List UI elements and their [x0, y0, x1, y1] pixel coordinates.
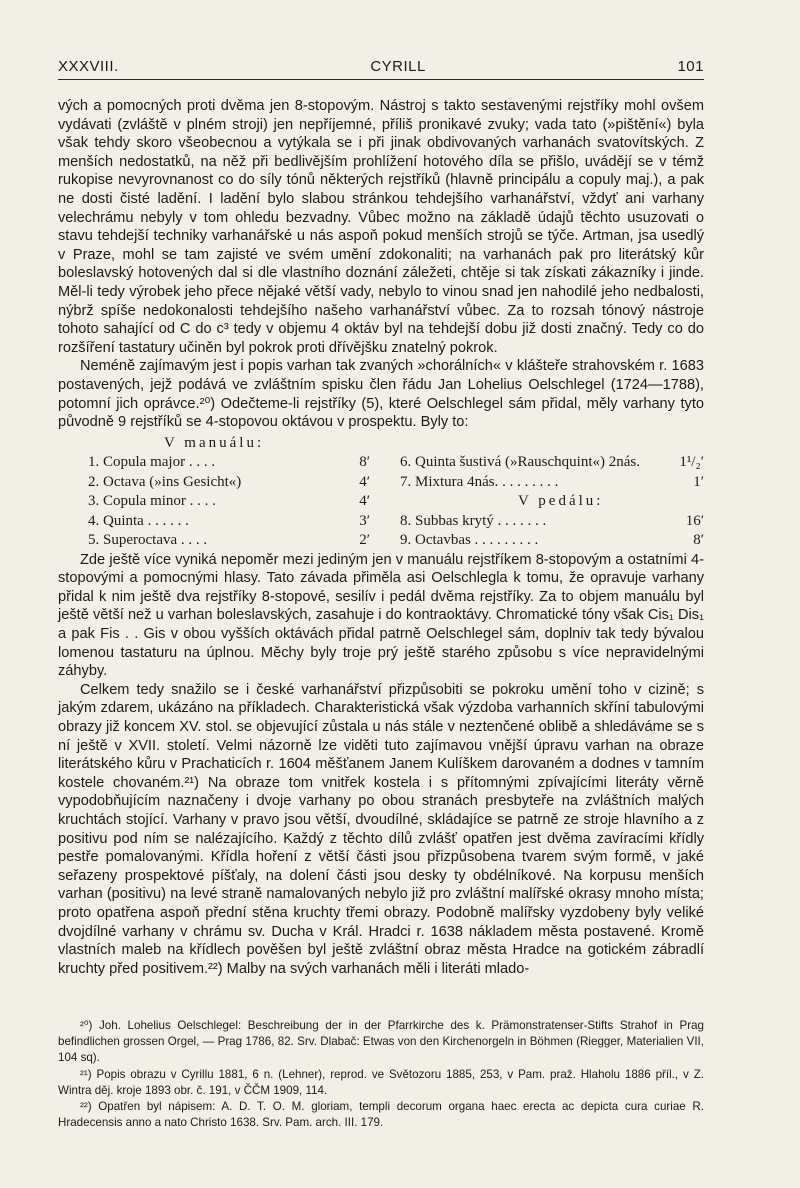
- paragraph-4: Celkem tedy snažilo se i české varhanářství přizpůsobiti se pokroku umění toho v cizině; s jakým zdarem, ukázáno na příkladech. Charakteristická však výzdoba varhanních skříní tabulovými obrazy již koncem XV. stol. se objevující zůstala u nás stále v neztenčené oblibě a shledáváme se s ní ještě v XVII. století. Velmi názorně lze viděti tuto zajímavou vnější úpravu varhan na obraze literátského kůru v Prachaticích r. 1604 měšťanem Janem Kulíškem darovaném a dodnes v tamním kostele chovaném.²¹) Na obraze tom vnitřek kostela i s přítomnými zpívajícími literáty věrně vypodobňujícím naznačeny i dvoje varhany po obou stranách presbyteře na zvláštních malých kruchtách stojící. Varhany v pravo jsou větší, dvoudílné, skládajíce se patrně ze stroje hlavního a z positivu pod ním se nalézajícího. Každý z těchto dílů zvlášť opatřen jest dvěma zavíracími křídly pestře pomalovanými. Křídla hoření z větší části jsou přizpůsobena tvarem svým formě, v jaké seřazeny prospektové píšťaly, na dolení části jsou desky ty obdélníkové. Na korpusu menších varhan (positivu) na levé straně namalovaných nebylo již pro zvláštní malířské okrasy mnoho místa; proto opatřena aspoň přední stěna kruchty třemi obrazy. Podobně malířsky vyzdobeny byly veliké dvojdílné varhany v chrámu sv. Ducha v Král. Hradci r. 1638 nákladem města postavené. Kromě vlastních maleb na křídlech pověšen byl ještě zvláštní obraz města Hradce na gotickém zábradlí kruchty před positivem.²²) Malby na svých varhanách měli i literáti mlado-: [58, 681, 704, 977]
- stop-name: 7. Mixtura 4nás. . . . . . . . .: [400, 473, 559, 490]
- stop-row: [400, 531, 704, 551]
- paragraph-3: Zde ještě více vyniká nepoměr mezi jediným jen v manuálu rejstříkem 8-stopovým a ostatními 4-stopovými a pomocnými hlasy. Tato závada přiměla asi Oelschlegla k tomu, že opravuje varhany přidal k nim ještě dva rejstříky 8-stopové, sesilív i pedál dvěma rejstříky. Za to objem manuálu byl ještě větší než u varhan boleslavských, zasahuje i do kontraoktávy. Chromatické tóny však Cis₁ Dis₁ a pak Fis . . Gis v obou vyšších oktávách přidal patrně Oelschlegel sám, doplniv tak tedy bývalou lomenou tastaturu na úplnou. Měchy byly troje prý ještě starého způsobu s více nepravidelnými záhyby.: [58, 551, 704, 680]
- stop-size: 4′: [359, 473, 370, 490]
- stop-size: 1¹/₂′: [679, 454, 704, 471]
- stop-size: 4′: [359, 493, 370, 510]
- stop-row: [400, 512, 704, 532]
- footnote-22: ²²) Opatřen byl nápisem: A. D. T. O. M. gloriam, templi decorum organa haec erecta ac depicta cura curiae R. Hradecensis anno a nato Christo 1638. Srv. Pam. arch. III. 179.: [58, 1100, 704, 1130]
- stop-row: [88, 531, 378, 551]
- stop-name: 5. Superoctava . . . .: [88, 532, 208, 549]
- stop-size: 1′: [693, 473, 704, 490]
- stop-size: 8′: [693, 532, 704, 549]
- stop-size: 3′: [359, 512, 370, 529]
- paragraph-1: vých a pomocných proti dvěma jen 8-stopovým. Nástroj s takto sestavenými rejstříky mohl ovšem vydávati (zvláště v plném stroji) jen nepříjemné, příliš pronikavé zvuky; vada tato (»pištění«) byla však tehdy skoro všeobecnou a vytýkala se i při jinak obdivovaných varhanách svatovítských. Z menších nedostatků, na něž při bedlivějším prohlížení hotového díla se přišlo, uvádějí se v témž rukopise nevyrovnanost co do síly tónů některých rejstříků (hlavně principálu a copuly maj.), a pak ne dosti čisté ladění. I ladění bylo slabou stránkou tehdejšího varhanářství, vždyť ani varhany velechrámu nebyly v tom ohledu bezvadny. Vůbec možno na základě údajů těchto usuzovati o stavu tehdejší techniky varhanářské u nás aspoň pokud menších strojů se týče. Artman, jsa usedlý v Praze, mohl se tam zajisté ve svém umění zdokonaliti; na varhanách pak pro literátský kůr boleslavský hotovených dal si dle vlastního doznání záležeti, chtěje si tak získati zákazníky i jinde. Měl-li tedy výrobek jeho přece nějaké větší vady, nebylo to vinou snad jen nahodilé jeho nedbalosti, nýbrž spíše nedokonalosti tehdejšího našeho varhanářství vůbec. Za to rozsah tónový nástroje tohoto sahající od C do c³ tedy v objemu 4 oktáv byl na tehdejší dobu již dosti značný. Tedy co do rozšíření tastatury učiněn byl pokrok proti dřívějšku znatelný pokrok.: [58, 98, 704, 356]
- stop-column-left: [58, 434, 378, 551]
- manual-heading: V manuálu:: [164, 434, 265, 451]
- stop-name: 2. Octava (»ins Gesicht«): [88, 473, 242, 490]
- stop-row: [88, 453, 378, 473]
- stop-row: [88, 473, 378, 493]
- stop-row: [400, 473, 704, 493]
- pedal-heading: V pedálu:: [518, 493, 604, 510]
- main-text: [58, 97, 704, 978]
- paragraph-2: Neméně zajímavým jest i popis varhan tak zvaných »chorálních« v klášteře strahovském r. 1683 postavených, jejž podává ve zvláštním spisku člen řádu Jan Lohelius Oelschlegel (1724—1788), potomní jich oprávce.²⁰) Odečteme-li rejstříky (5), které Oelschlegel sám přidal, měly varhany tyto původně 9 rejstříků se 4-stopovou oktávou v prospektu. Byly to:: [58, 358, 704, 431]
- chapter-number: XXXVIII.: [58, 58, 119, 75]
- stop-name: 9. Octavbas . . . . . . . . .: [400, 532, 539, 549]
- running-title: CYRILL: [370, 58, 426, 75]
- stop-size: 2′: [359, 532, 370, 549]
- stop-name: 4. Quinta . . . . . .: [88, 512, 189, 529]
- running-header: [58, 58, 704, 80]
- spacer: [400, 434, 704, 454]
- footnote-20: ²⁰) Joh. Lohelius Oelschlegel: Beschreibung der in der Pfarrkirche des k. Prämonstratenser-Stifts Strahof in Prag befindlichen grossen Orgel, — Prag 1786, 82. Srv. Dlabač: Etwas von den Kirchenorgeln in Böhmen (Riegger, Materialien VII, 104 sq).: [58, 1019, 704, 1065]
- footnotes: [58, 1018, 704, 1131]
- stop-name: 1. Copula major . . . .: [88, 454, 216, 471]
- stop-row: [88, 512, 378, 532]
- stop-name: 3. Copula minor . . . .: [88, 493, 216, 510]
- page-number: 101: [677, 58, 704, 75]
- stop-row: [400, 453, 704, 473]
- stop-column-right: [378, 434, 704, 551]
- stop-name: 6. Quinta šustivá (»Rauschquint«) 2nás.: [400, 454, 640, 471]
- organ-stop-list: [58, 434, 704, 551]
- footnote-21: ²¹) Popis obrazu v Cyrillu 1881, 6 n. (Lehner), reprod. ve Světozoru 1885, 253, v Pam. praž. Hlaholu 1886 příl., v Z. Wintra děj. kroje 1893 obr. č. 191, v ČČM 1909, 114.: [58, 1067, 704, 1097]
- stop-name: 8. Subbas krytý . . . . . . .: [400, 512, 547, 529]
- stop-size: 8′: [359, 454, 370, 471]
- stop-size: 16′: [685, 512, 704, 529]
- stop-row: [88, 492, 378, 512]
